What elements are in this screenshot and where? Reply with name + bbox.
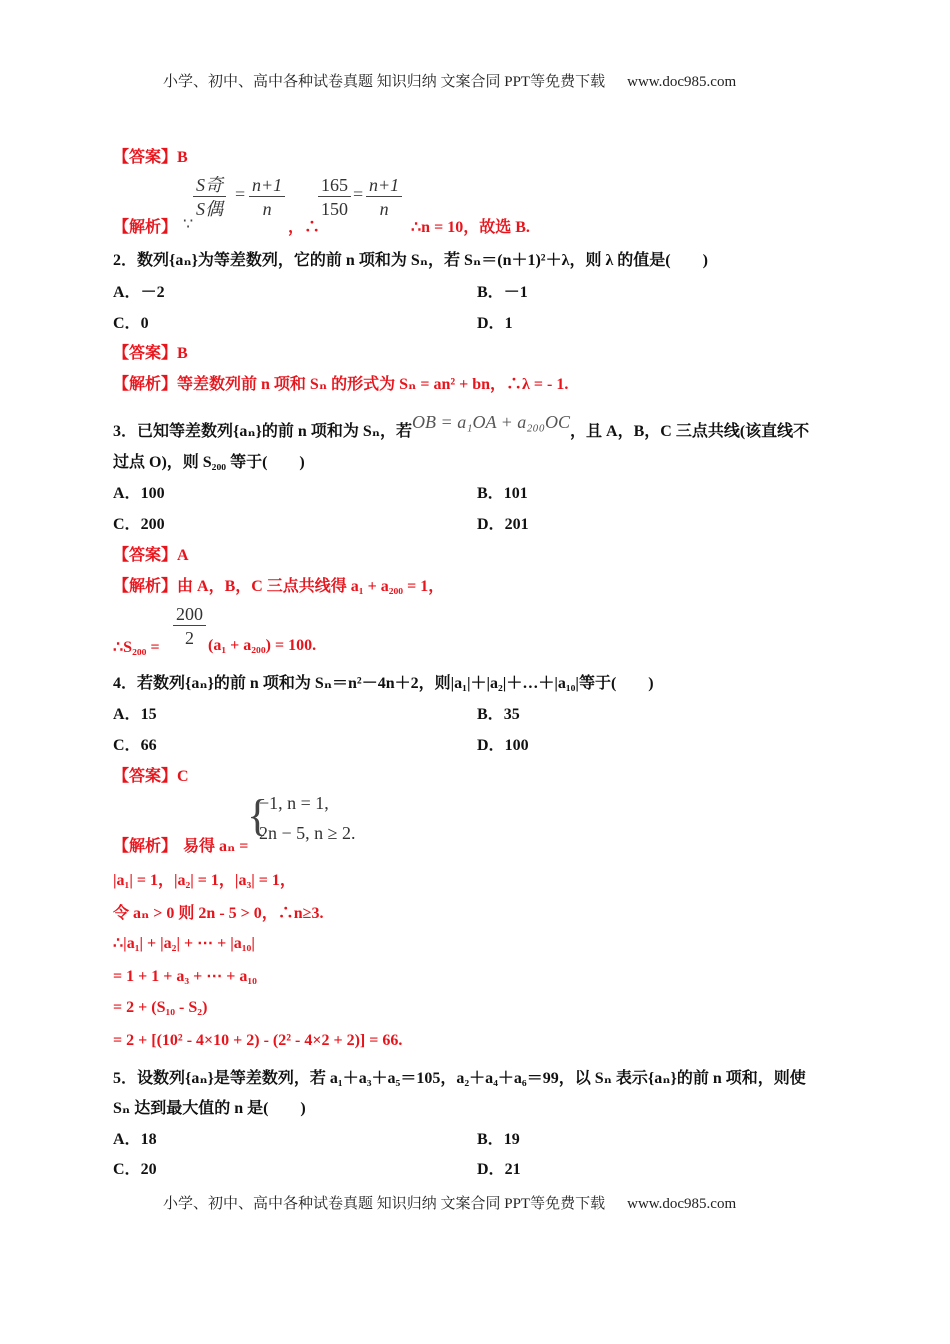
- therefore-symbol: ，∴: [288, 219, 321, 236]
- option-value: 201: [504, 516, 529, 533]
- step-prefix: ∴S₂₀₀ =: [113, 639, 160, 656]
- answer-value: B: [177, 149, 188, 166]
- fraction-165-150: [318, 174, 351, 221]
- analysis-label: 【解析】: [113, 219, 178, 236]
- q4-answer: [113, 763, 189, 786]
- header-text: 小学、初中、高中各种试卷真题 知识归纳 文案合同 PPT等免费下载: [163, 74, 606, 90]
- option-value: 100: [504, 737, 529, 754]
- equals-sign: =: [235, 184, 246, 204]
- option-value: 100: [140, 485, 165, 502]
- analysis-text: 由 A，B，C 三点共线得 a₁ + a₂₀₀ = 1，: [177, 578, 445, 595]
- footer-text: 小学、初中、高中各种试卷真题 知识归纳 文案合同 PPT等免费下载: [163, 1196, 606, 1212]
- page-header: [163, 70, 736, 91]
- because-symbol: ∵: [183, 216, 194, 233]
- q4-step-2: 令 aₙ > 0 则 2n - 5 > 0，∴n≥3.: [113, 905, 324, 922]
- option-label: A．: [113, 485, 141, 502]
- option-label: D．: [477, 737, 505, 754]
- option-label: A．: [113, 706, 141, 723]
- frac-numerator: n+1: [366, 174, 402, 197]
- q3-stem: [113, 412, 810, 441]
- q4-stem: [113, 670, 654, 693]
- option-label: C．: [113, 737, 141, 754]
- question-text: 已知等差数列{aₙ}的前 n 项和为 Sₙ，若: [137, 423, 413, 440]
- q4-step-4: = 1 + 1 + a₃ + ⋯ + a₁₀: [113, 968, 257, 985]
- fraction-n1-n-2: [366, 174, 402, 221]
- q5-option-c[interactable]: [113, 1156, 157, 1179]
- q4-option-b[interactable]: [477, 701, 520, 724]
- option-label: B．: [477, 706, 504, 723]
- q4-step-1: |a₁| = 1，|a₂| = 1，|a₃| = 1，: [113, 872, 296, 889]
- frac-denominator: S偶: [196, 199, 223, 219]
- answer-label: 【答案】: [113, 547, 178, 564]
- question-text: 数列{aₙ}为等差数列，它的前 n 项和为 Sₙ，若 Sₙ＝(n＋1)²＋λ，则 λ 的值是( ): [137, 252, 708, 269]
- option-value: 20: [140, 1161, 157, 1178]
- frac-numerator: S奇: [193, 174, 226, 197]
- analysis-label: 【解析】: [113, 838, 178, 855]
- q2-answer: [113, 340, 188, 363]
- answer-value: A: [177, 547, 189, 564]
- q4-step-5: = 2 + (S₁₀ - S₂): [113, 999, 208, 1016]
- q5-option-b[interactable]: [477, 1126, 520, 1149]
- answer-label: 【答案】: [113, 768, 178, 785]
- option-value: 0: [140, 315, 149, 332]
- option-value: 18: [140, 1131, 157, 1148]
- q4-option-a[interactable]: [113, 701, 157, 724]
- option-value: 19: [503, 1131, 520, 1148]
- q2-option-b[interactable]: [477, 279, 528, 302]
- option-label: C．: [113, 516, 141, 533]
- question-text-cont: ，且 A，B，C 三点共线(该直线不: [570, 423, 810, 440]
- option-label: D．: [477, 315, 505, 332]
- question-text: 设数列{aₙ}是等差数列，若 a₁＋a₃＋a₅＝105，a₂＋a₄＋a₆＝99，以 Sₙ 表示{aₙ}的前 n 项和，则使: [137, 1070, 806, 1087]
- option-label: A．: [113, 284, 141, 301]
- analysis-prefix: 易得 aₙ =: [183, 838, 249, 855]
- step-suffix: (a₁ + a₂₀₀) = 100.: [208, 637, 317, 654]
- q3-option-c[interactable]: [113, 511, 165, 534]
- conclusion: ∴n = 10，故选 B.: [411, 219, 530, 236]
- option-label: C．: [113, 315, 141, 332]
- q3-answer: [113, 542, 189, 565]
- q3-option-d[interactable]: [477, 511, 529, 534]
- analysis-text: 等差数列前 n 项和 Sₙ 的形式为 Sₙ = an² + bn，∴λ = - 1.: [177, 376, 569, 393]
- vector-equation: OB = a₁OA + a₂₀₀OC: [412, 412, 571, 432]
- footer-url: www.doc985.com: [627, 1196, 737, 1212]
- frac-denominator: n: [379, 199, 389, 219]
- option-label: B．: [477, 1131, 504, 1148]
- option-label: C．: [113, 1161, 141, 1178]
- option-label: D．: [477, 516, 505, 533]
- q3-analysis: [113, 573, 444, 596]
- option-value: 101: [503, 485, 528, 502]
- fraction-200-2: [173, 603, 206, 650]
- fraction-odd-even: [193, 174, 226, 221]
- option-value: 66: [140, 737, 157, 754]
- case-2: 2n − 5, n ≥ 2.: [259, 823, 356, 843]
- q2-option-d[interactable]: [477, 310, 513, 333]
- header-url: www.doc985.com: [627, 74, 737, 90]
- q4-step-6: = 2 + [(10² - 4×10 + 2) - (2² - 4×2 + 2)] = 66.: [113, 1032, 403, 1049]
- question-number: 4．: [113, 675, 138, 692]
- piecewise-cases: [259, 788, 356, 848]
- q1-answer: [113, 144, 188, 167]
- option-label: B．: [477, 284, 504, 301]
- option-value: 21: [504, 1161, 521, 1178]
- q4-analysis: [113, 788, 513, 854]
- option-label: D．: [477, 1161, 505, 1178]
- frac-numerator: 165: [318, 174, 351, 197]
- q5-stem: [113, 1065, 806, 1088]
- q2-option-c[interactable]: [113, 310, 149, 333]
- left-brace-icon: {: [247, 791, 269, 840]
- answer-value: B: [177, 345, 188, 362]
- option-value: 15: [140, 706, 157, 723]
- fraction-n1-n: [249, 174, 285, 221]
- question-number: 3．: [113, 423, 138, 440]
- q2-stem: [113, 247, 708, 270]
- q5-option-a[interactable]: [113, 1126, 157, 1149]
- question-text: 若数列{aₙ}的前 n 项和为 Sₙ＝n²－4n＋2，则|a₁|＋|a₂|＋…＋|a₁₀|等于( ): [137, 675, 654, 692]
- question-number: 5．: [113, 1070, 138, 1087]
- option-label: B．: [477, 485, 504, 502]
- analysis-label: 【解析】: [113, 376, 178, 393]
- q5-option-d[interactable]: [477, 1156, 521, 1179]
- equals-sign: =: [353, 184, 364, 204]
- option-value: 35: [503, 706, 520, 723]
- option-value: 1: [504, 315, 513, 332]
- answer-label: 【答案】: [113, 149, 178, 166]
- option-value: 200: [140, 516, 165, 533]
- analysis-label: 【解析】: [113, 578, 178, 595]
- answer-label: 【答案】: [113, 345, 178, 362]
- frac-numerator: 200: [173, 603, 206, 626]
- frac-numerator: n+1: [249, 174, 285, 197]
- q4-step-3: ∴|a₁| + |a₂| + ⋯ + |a₁₀|: [113, 935, 255, 952]
- option-value: －2: [140, 284, 165, 301]
- q3-option-b[interactable]: [477, 480, 528, 503]
- answer-value: C: [177, 768, 189, 785]
- option-value: －1: [503, 284, 528, 301]
- q5-stem-line2: Sₙ 达到最大值的 n 是( ): [113, 1100, 306, 1117]
- frac-denominator: 2: [185, 628, 194, 648]
- page-footer: [163, 1192, 736, 1213]
- question-number: 2．: [113, 252, 138, 269]
- q3-stem-line2: 过点 O)，则 S₂₀₀ 等于( ): [113, 454, 305, 471]
- q3-option-a[interactable]: [113, 480, 165, 503]
- q4-option-c[interactable]: [113, 732, 157, 755]
- q2-analysis: [113, 371, 568, 394]
- case-1: −1, n = 1,: [259, 793, 329, 813]
- frac-denominator: n: [262, 199, 272, 219]
- frac-denominator: 150: [321, 199, 348, 219]
- q4-option-d[interactable]: [477, 732, 529, 755]
- option-label: A．: [113, 1131, 141, 1148]
- q2-option-a[interactable]: [113, 279, 165, 302]
